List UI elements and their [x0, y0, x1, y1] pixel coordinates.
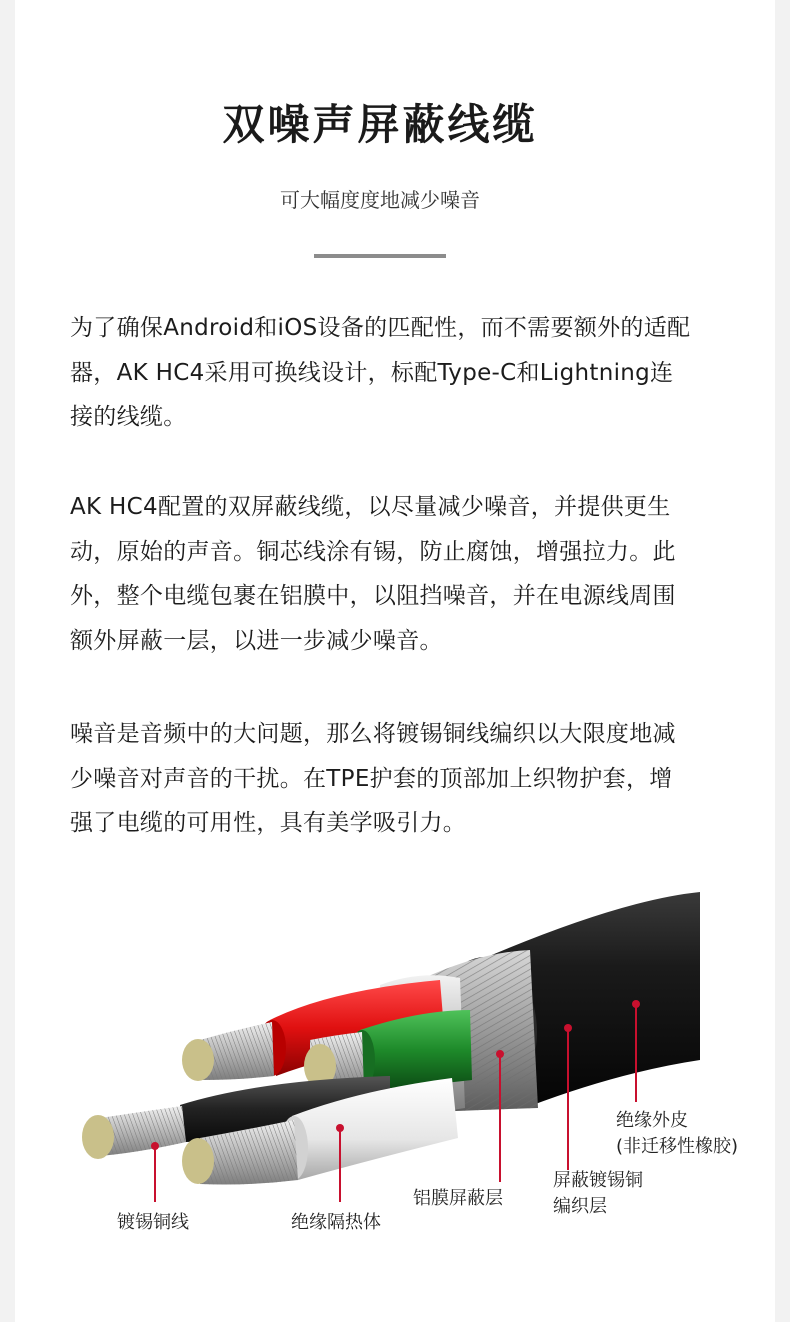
page-subtitle: 可大幅度度地减少噪音 — [280, 188, 480, 212]
paragraph-double-shield: AK HC4配置的双屏蔽线缆，以尽量减少噪音，并提供更生动，原始的声音。铜芯线涂有锡，防止腐蚀，增强拉力。此外，整个电缆包裹在铝膜中，以阻挡噪音，并在电源线周围额外屏蔽一层，以进一步减少噪音。 — [70, 494, 676, 654]
page-title: 双噪声屏蔽线缆 — [222, 100, 538, 149]
label-aluminum-shield: 铝膜屏蔽层 — [413, 1188, 503, 1209]
label-insulation: 绝缘隔热体 — [291, 1212, 381, 1233]
paragraph-compatibility: 为了确保Android和iOS设备的匹配性，而不需要额外的适配器，AK HC4采用可换线设计，标配Type-C和Lightning连接的线缆。 — [70, 315, 691, 430]
label-jacket-line2: (非迁移性橡胶) — [616, 1136, 739, 1157]
label-tinned-copper: 镀锡铜线 — [117, 1212, 189, 1233]
label-braid-line2: 编织层 — [553, 1196, 607, 1217]
label-braid-line1: 屏蔽镀锡铜 — [553, 1170, 643, 1191]
label-jacket-line1: 绝缘外皮 — [616, 1110, 688, 1131]
cable-illustration — [60, 880, 760, 1240]
cable-cross-section-diagram — [60, 880, 760, 1240]
paragraph-braid: 噪音是音频中的大问题，那么将镀锡铜线编织以大限度地减少噪音对声音的干扰。在TPE护套的顶部加上织物护套，增强了电缆的可用性，具有美学吸引力。 — [70, 721, 676, 836]
title-divider — [314, 254, 446, 258]
